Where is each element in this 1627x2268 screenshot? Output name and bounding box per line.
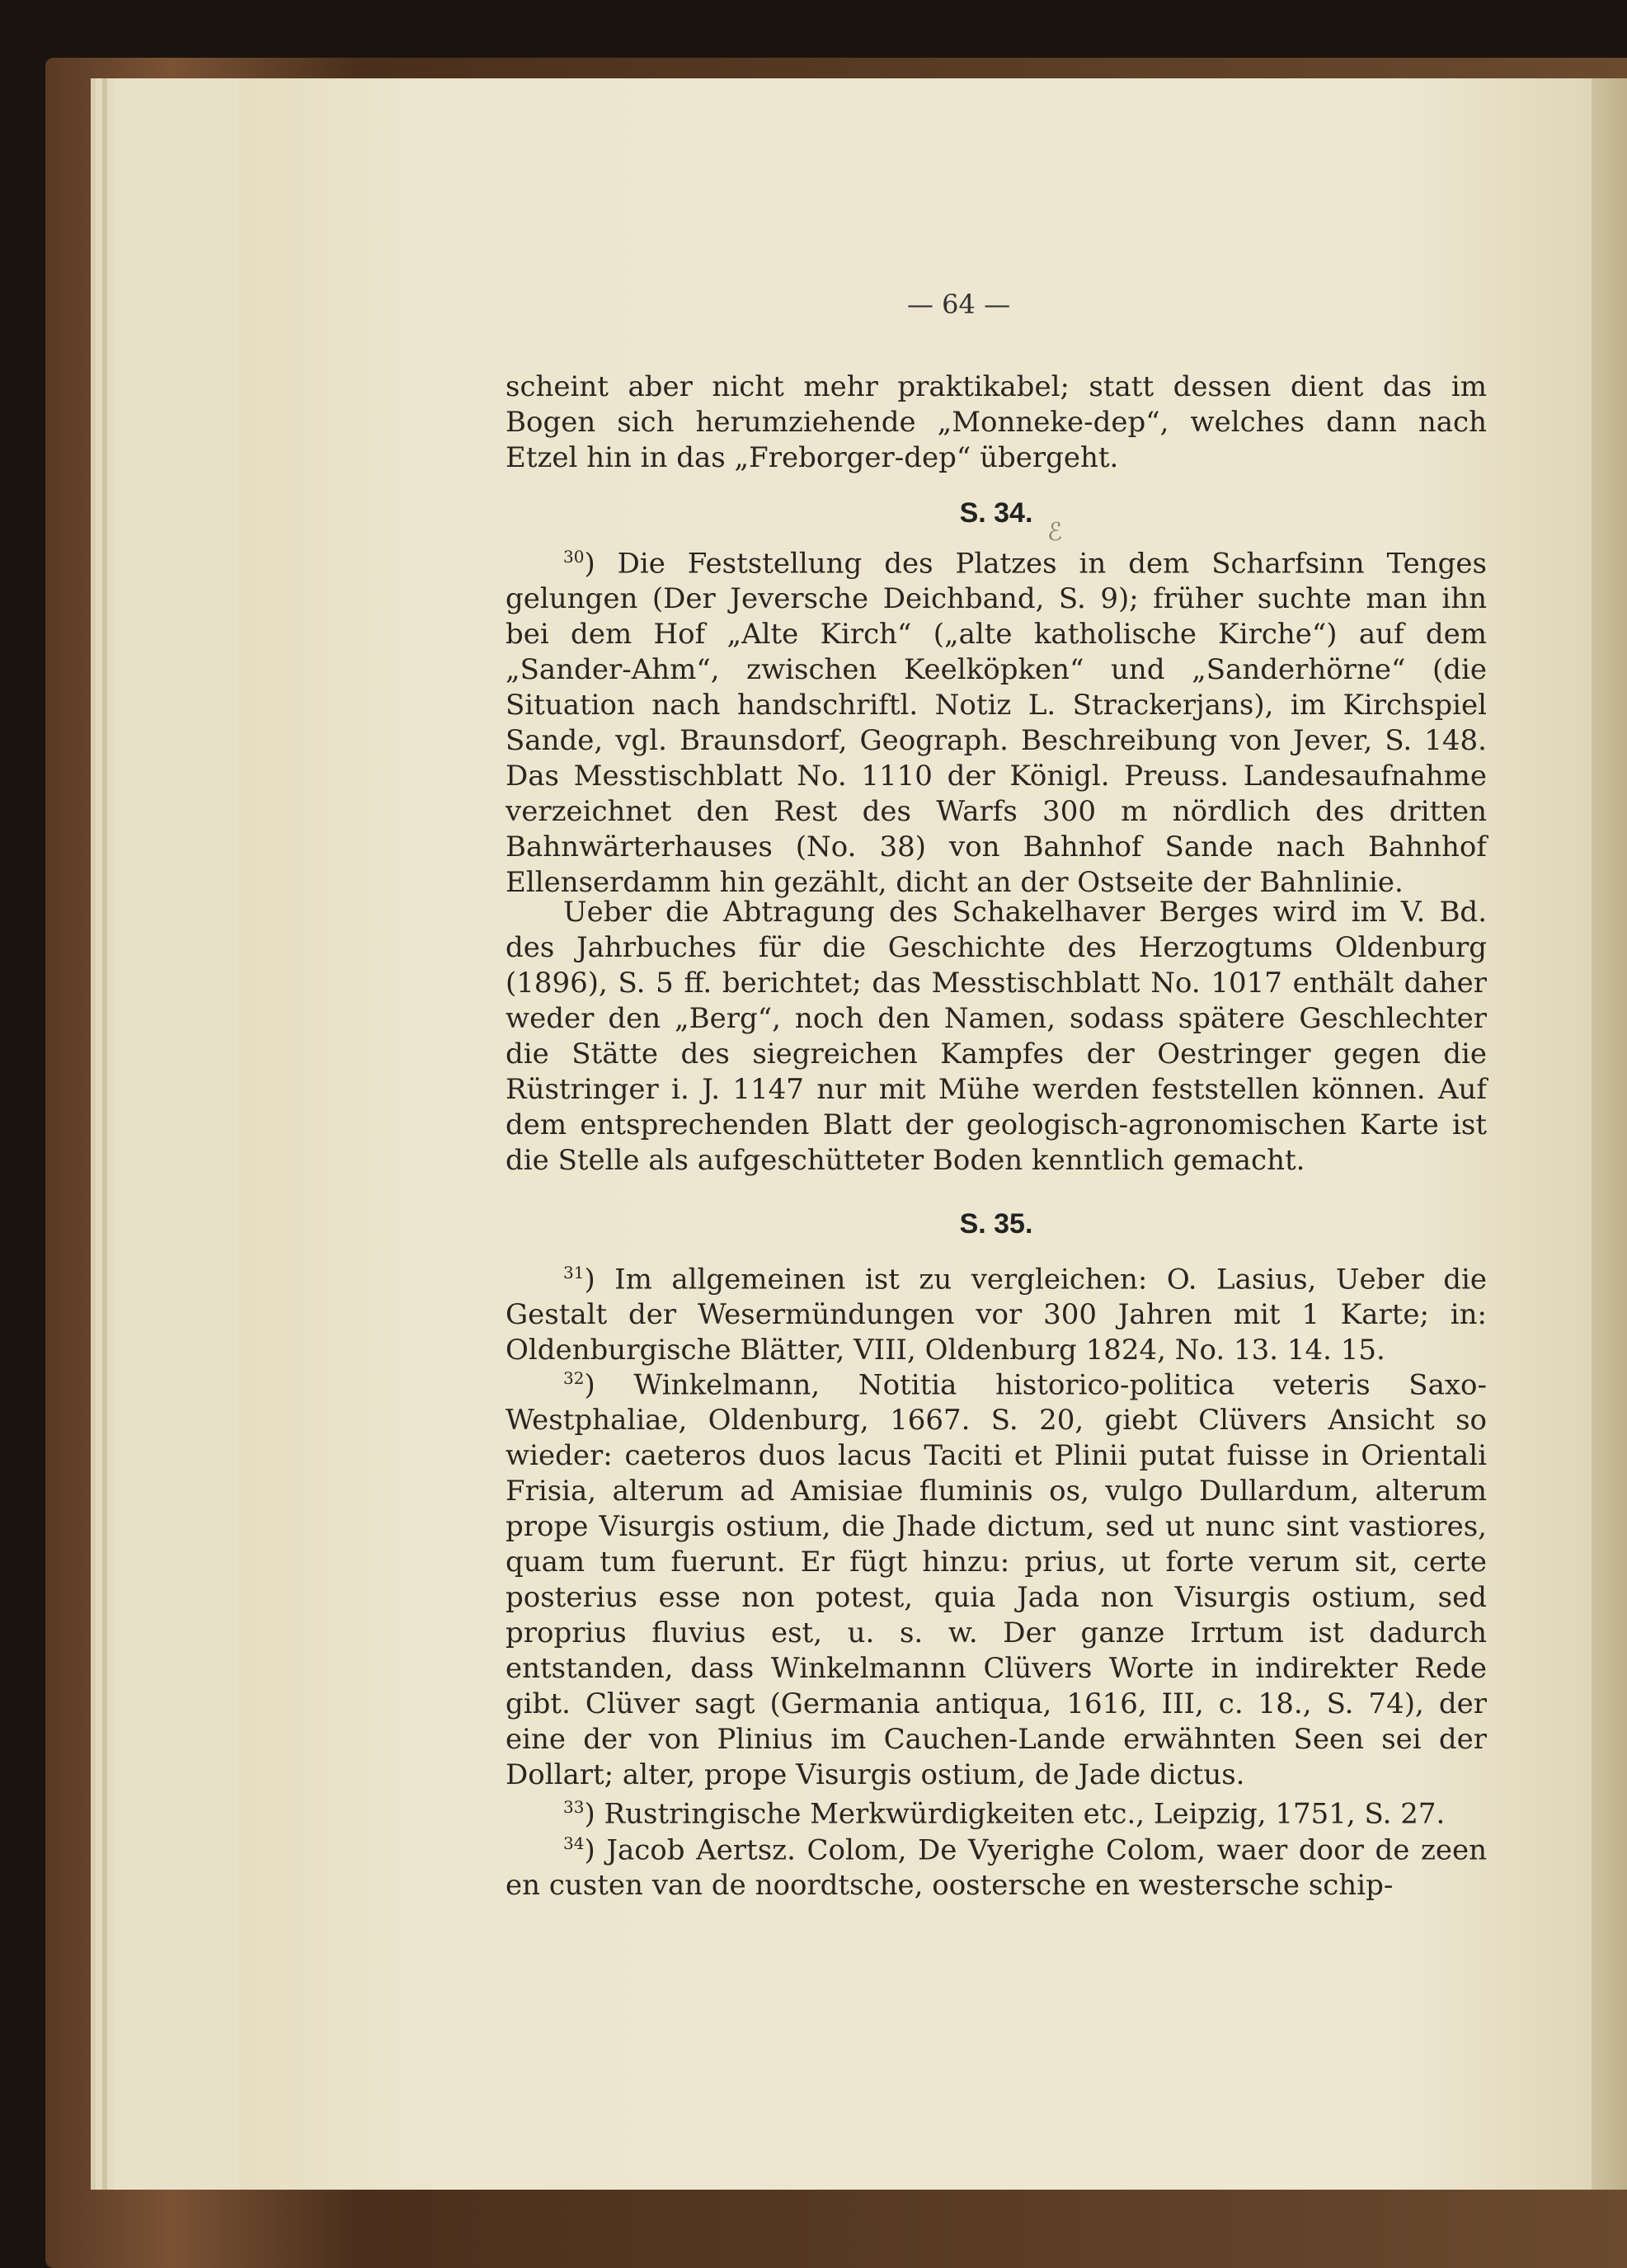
footnote-30-continuation: Ueber die Abtragung des Schakelhaver Berges wird im V. Bd. des Jahrbuches für die Geschichte des Herzogtums Oldenburg (1896), S. 5 ff. berichtet; das Messtischblatt No. 1017 enthält daher weder den „Berg“, noch den Namen, sodass spätere Geschlechter die Stätte des siegreichen Kampfes der Oestringer gegen die Rüstringer i. J. 1147 nur mit Mühe werden feststellen können. Auf dem entsprechenden Blatt der geologisch-agronomischen Karte ist die Stelle als aufgeschütteter Boden kenntlich gemacht. xyxy=(505,896,1487,1177)
footnote-34-text: Jacob Aertsz. Colom, De Vyerighe Colom, waer door de zeen en custen van de noordtsche, oostersche en westersche schip- xyxy=(505,1833,1487,1903)
footnote-32-text: Winkelmann, Notitia historico-politica veteris Saxo-Westphaliae, Oldenburg, 1667. S. 20, giebt Clüvers Ansicht so wieder: caeteros duos lacus Taciti et Plinii putat fuisse in Orientali Frisia, alterum ad Amisiae fluminis os, vulgo Dullardum, alterum prope Visurgis ostium, die Jhade dictum, sed ut nunc sint vastiores, quam tum fuerunt. Er fügt hinzu: prius, ut forte verum sit, certe posterius esse non potest, quia Jada non Visurgis ostium, sed proprius fluvius est, u. s. w. Der ganze Irrtum ist dadurch entstanden, dass Winkelmannn Clüvers Worte in indirekter Rede gibt. Clüver sagt (Germania antiqua, 1616, III, c. 18., S. 74), der eine der von Plinius im Cauchen-Lande erwähnten Seen sei der Dollart; alter, prope Visurgis ostium, de Jade dictus. xyxy=(505,1368,1487,1792)
footnote-32-number: 32 xyxy=(563,1368,585,1388)
gutter xyxy=(1592,78,1627,2190)
intro-paragraph: scheint aber nicht mehr praktikabel; statt dessen dient das im Bogen sich herumziehende „Monneke-dep“, welches dann nach Etzel hin in das „Freborger-dep“ übergeht. xyxy=(505,370,1487,474)
footnote-32: $^{32}$) Winkelmann, Notitia historico-politica veteris Saxo-Westphaliae, Oldenburg, 1667. S. 20, giebt Clüvers Ansicht so wieder: caeteros duos lacus Taciti et Plinii putat fuisse in Orientali Frisia, alterum ad Amisiae fluminis os, vulgo Dullardum, alterum prope Visurgis ostium, die Jhade dictum, sed ut nunc sint vastiores, quam tum fuerunt. Er fügt hinzu: prius, ut forte verum sit, certe posterius esse non potest, quia Jada non Visurgis ostium, sed proprius fluvius est, u. s. w. Der ganze Irrtum ist dadurch entstanden, dass Winkelmannn Clüvers Worte in indirekter Rede gibt. Clüver sagt (Germania antiqua, 1616, III, c. 18., S. 74), der eine der von Plinius im Cauchen-Lande erwähnten Seen sei der Dollart; alter, prope Visurgis ostium, de Jade dictus. xyxy=(505,1368,1487,1792)
section-heading-35: S. 35. xyxy=(959,1208,1033,1240)
footnote-31: $^{31}$) Im allgemeinen ist zu vergleichen: O. Lasius, Ueber die Gestalt der Wesermündungen vor 300 Jahren mit 1 Karte; in: Oldenburgische Blätter, VIII, Oldenburg 1824, No. 13. 14. 15. xyxy=(505,1263,1487,1367)
page-number: — 64 — xyxy=(907,289,1011,320)
footnote-30-number: 30 xyxy=(563,547,585,567)
footnote-33-text: Rustringische Merkwürdigkeiten etc., Leipzig, 1751, S. 27. xyxy=(604,1797,1446,1831)
footnote-31-number: 31 xyxy=(563,1263,585,1282)
footnote-31-text: Im allgemeinen ist zu vergleichen: O. Lasius, Ueber die Gestalt der Wesermündungen vor 300 Jahren mit 1 Karte; in: Oldenburgische Blätter, VIII, Oldenburg 1824, No. 13. 14. 15. xyxy=(505,1263,1487,1367)
footnote-33: $^{33}$) Rustringische Merkwürdigkeiten etc., Leipzig, 1751, S. 27. xyxy=(563,1797,1446,1831)
footnote-34: $^{34}$) Jacob Aertsz. Colom, De Vyerighe Colom, waer door de zeen en custen van de noordtsche, oostersche en westersche schip- xyxy=(505,1833,1487,1903)
footnote-33-number: 33 xyxy=(563,1797,585,1817)
footnote-30-text: Die Feststellung des Platzes in dem Scharfsinn Tenges gelungen (Der Jeversche Deichband, S. 9); früher suchte man ihn bei dem Hof „Alte Kirch“ („alte katholische Kirche“) auf dem „Sander-Ahm“, zwischen Keelköpken“ und „Sanderhörne“ (die Situation nach handschriftl. Notiz L. Strackerjans), im Kirchspiel Sande, vgl. Braunsdorf, Geograph. Beschreibung von Jever, S. 148. Das Messtischblatt No. 1110 der Königl. Preuss. Landesaufnahme verzeichnet den Rest des Warfs 300 m nördlich des dritten Bahnwärterhauses (No. 38) von Bahnhof Sande nach Bahnhof Ellenserdamm hin gezählt, dicht an der Ostseite der Bahnlinie. xyxy=(505,547,1487,900)
footnote-34-number: 34 xyxy=(563,1833,585,1853)
section-heading-34: S. 34. xyxy=(959,497,1033,529)
pencil-mark: ℰ xyxy=(1047,518,1063,547)
footnote-30: $^{30}$) Die Feststellung des Platzes in dem Scharfsinn Tenges gelungen (Der Jeversche Deichband, S. 9); früher suchte man ihn bei dem Hof „Alte Kirch“ („alte katholische Kirche“) auf dem „Sander-Ahm“, zwischen Keelköpken“ und „Sanderhörne“ (die Situation nach handschriftl. Notiz L. Strackerjans), im Kirchspiel Sande, vgl. Braunsdorf, Geograph. Beschreibung von Jever, S. 148. Das Messtischblatt No. 1110 der Königl. Preuss. Landesaufnahme verzeichnet den Rest des Warfs 300 m nördlich des dritten Bahnwärterhauses (No. 38) von Bahnhof Sande nach Bahnhof Ellenserdamm hin gezählt, dicht an der Ostseite der Bahnlinie. xyxy=(505,547,1487,900)
